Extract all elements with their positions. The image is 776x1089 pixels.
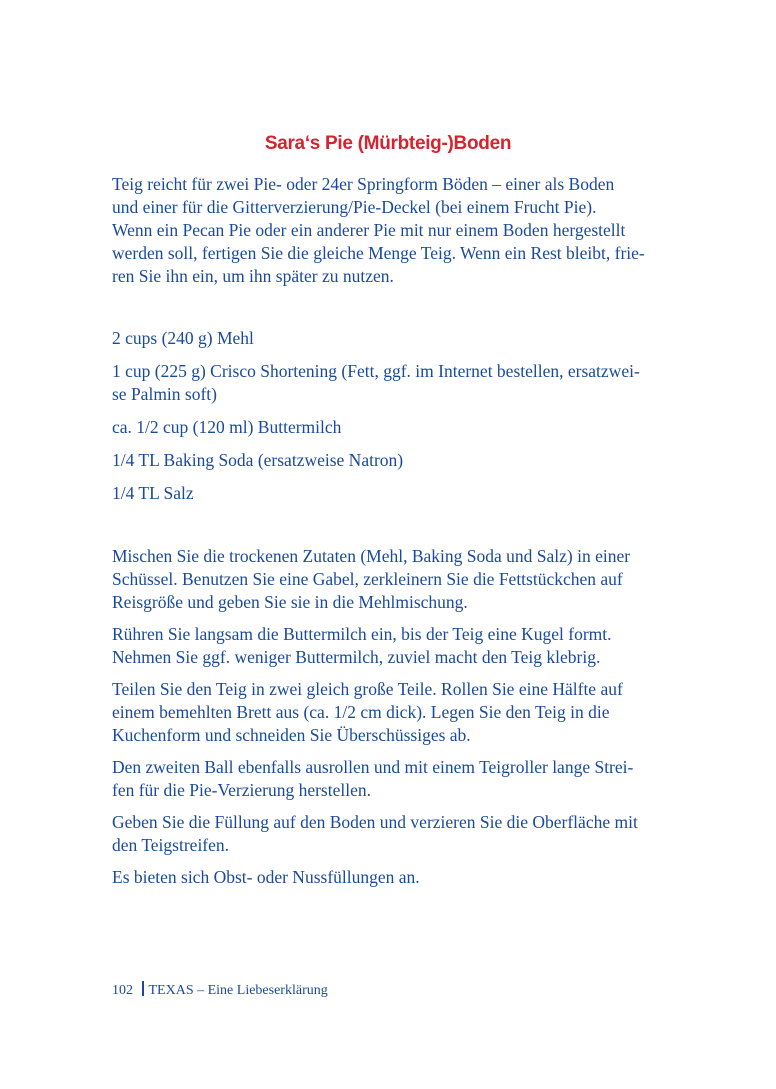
- ingredient-item: [112, 449, 682, 472]
- intro-line: Teig reicht für zwei Pie- oder 24er Springform Böden – einer als Boden: [112, 174, 615, 194]
- instruction-line: einem bemehlten Brett aus (ca. 1/2 cm dick). Legen Sie den Teig in die: [112, 702, 610, 722]
- ingredient-line: 1/4 TL Baking Soda (ersatzweise Natron): [112, 450, 404, 470]
- instruction-line: Nehmen Sie ggf. weniger Buttermilch, zuviel macht den Teig klebrig.: [112, 647, 601, 667]
- ingredient-line: ca. 1/2 cup (120 ml) Buttermilch: [112, 417, 342, 437]
- ingredient-item: [112, 416, 682, 439]
- ingredient-item: [112, 327, 682, 350]
- intro-paragraph: [112, 173, 682, 288]
- ingredient-line: 2 cups (240 g) Mehl: [112, 328, 254, 348]
- instruction-line: Mischen Sie die trockenen Zutaten (Mehl, Baking Soda und Salz) in einer: [112, 546, 631, 566]
- intro-line: ren Sie ihn ein, um ihn später zu nutzen.: [112, 266, 394, 286]
- instruction-line: Rühren Sie langsam die Buttermilch ein, bis der Teig eine Kugel formt.: [112, 624, 612, 644]
- instruction-step: [112, 623, 682, 669]
- ingredient-item: [112, 360, 682, 406]
- ingredient-line: se Palmin soft): [112, 384, 217, 404]
- instruction-line: Schüssel. Benutzen Sie eine Gabel, zerkleinern Sie die Fettstückchen auf: [112, 569, 623, 589]
- instructions: [112, 545, 682, 898]
- instruction-line: den Teigstreifen.: [112, 835, 230, 855]
- recipe-title: Sara‘s Pie (Mürbteig-)Boden: [264, 133, 512, 154]
- ingredient-item: [112, 482, 682, 505]
- page-footer: [112, 981, 328, 999]
- instruction-line: Kuchenform und schneiden Sie Überschüssiges ab.: [112, 725, 471, 745]
- footer-divider: [142, 981, 144, 996]
- instruction-step: [112, 545, 682, 614]
- instruction-step: [112, 811, 682, 857]
- intro-line: werden soll, fertigen Sie die gleiche Menge Teig. Wenn ein Rest bleibt, frie-: [112, 243, 645, 263]
- instruction-line: Geben Sie die Füllung auf den Boden und verzieren Sie die Oberfläche mit: [112, 812, 638, 832]
- instruction-line: Den zweiten Ball ebenfalls ausrollen und mit einem Teigroller lange Strei-: [112, 757, 634, 777]
- instruction-line: fen für die Pie-Verzierung herstellen.: [112, 780, 371, 800]
- ingredient-line: 1/4 TL Salz: [112, 483, 194, 503]
- instruction-step: [112, 866, 682, 889]
- instruction-line: Es bieten sich Obst- oder Nussfüllungen an.: [112, 867, 420, 887]
- instruction-step: [112, 756, 682, 802]
- page-number: 102: [112, 983, 133, 998]
- instruction-line: Reisgröße und geben Sie sie in die Mehlmischung.: [112, 592, 468, 612]
- instruction-line: Teilen Sie den Teig in zwei gleich große Teile. Rollen Sie eine Hälfte auf: [112, 679, 623, 699]
- intro-line: Wenn ein Pecan Pie oder ein anderer Pie mit nur einem Boden hergestellt: [112, 220, 626, 240]
- book-title: TEXAS – Eine Liebeserklärung: [148, 983, 328, 998]
- ingredient-list: [112, 327, 682, 515]
- ingredient-line: 1 cup (225 g) Crisco Shortening (Fett, ggf. im Internet bestellen, ersatzwei-: [112, 361, 640, 381]
- instruction-step: [112, 678, 682, 747]
- intro-line: und einer für die Gitterverzierung/Pie-Deckel (bei einem Frucht Pie).: [112, 197, 597, 217]
